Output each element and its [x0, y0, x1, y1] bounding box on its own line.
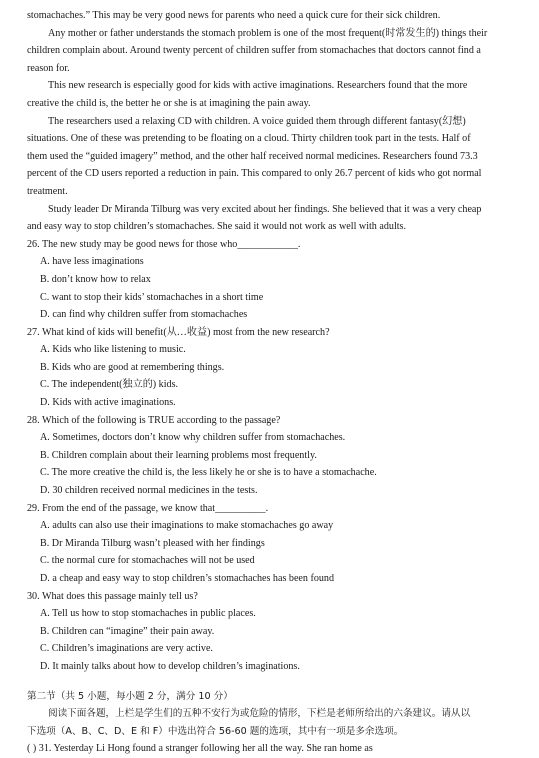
option-d[interactable]: D. Kids with active imaginations. [40, 397, 176, 409]
question-27 [27, 324, 521, 412]
option-b[interactable]: B. Dr Miranda Tilburg wasn’t pleased with her findings [40, 537, 265, 549]
question-31-stem: ( ) 31. Yesterday Li Hong found a stranger following her all the way. She ran home as [27, 743, 373, 755]
section-instructions: 下选项（A、B、C、D、E 和 F）中选出符合 56-60 题的选项，其中有一项是多余选项。 [27, 725, 404, 737]
passage-line: treatment. [27, 185, 68, 197]
passage-line: stomachaches.” This may be very good news for parents who need a quick cure for their sick children. [27, 10, 441, 21]
option-b[interactable]: B. don’t know how to relax [40, 273, 151, 285]
option-d[interactable]: D. It mainly talks about how to develop children’s imaginations. [40, 660, 300, 672]
passage-line: them used the “guided imagery” method, and the other half received normal medicines. Researchers found 73.3 [27, 150, 478, 162]
section-heading: 第二节（共 5 小题，每小题 2 分，满分 10 分） [27, 690, 233, 702]
option-a[interactable]: A. Sometimes, doctors don’t know why children suffer from stomachaches. [40, 432, 346, 444]
passage-line: Any mother or father understands the stomach problem is one of the most frequent(时常发生的) things their [48, 27, 488, 39]
question-29 [27, 500, 521, 588]
option-c[interactable]: C. the normal cure for stomachaches will not be used [40, 555, 255, 567]
passage-line: situations. One of these was pretending to be floating on a cloud. Thirty children took part in the tests. Half of [27, 133, 471, 145]
option-c[interactable]: C. The independent(独立的) kids. [40, 379, 179, 391]
option-a[interactable]: A. have less imaginations [40, 256, 144, 268]
option-c[interactable]: C. The more creative the child is, the less likely he or she is to have a stomachache. [40, 467, 377, 479]
question-stem: 29. From the end of the passage, we know that__________. [27, 502, 269, 514]
option-d[interactable]: D. can find why children suffer from stomachaches [40, 309, 248, 321]
option-c[interactable]: C. want to stop their kids’ stomachaches in a short time [40, 291, 264, 303]
passage-line: creative the child is, the better he or she is at imagining the pain away. [27, 97, 311, 109]
question-30 [27, 588, 521, 676]
option-b[interactable]: B. Children complain about their learning problems most frequently. [40, 449, 317, 461]
question-stem: 26. The new study may be good news for those who____________. [27, 238, 301, 250]
passage-line: children complain about. Around twenty percent of children suffer from stomachaches that doctors cannot find a [27, 45, 481, 57]
passage-line: This new research is especially good for kids with active imaginations. Researchers found that the more [48, 80, 468, 92]
option-d[interactable]: D. a cheap and easy way to stop children’s stomachaches has been found [40, 573, 335, 584]
option-c[interactable]: C. Children’s imaginations are very active. [40, 643, 213, 655]
reading-passage [27, 7, 521, 236]
question-stem: 28. Which of the following is TRUE according to the passage? [27, 414, 281, 426]
option-a[interactable]: A. Tell us how to stop stomachaches in public places. [40, 608, 256, 620]
option-d[interactable]: D. 30 children received normal medicines in the tests. [40, 485, 258, 497]
section-spacer [27, 676, 521, 688]
passage-line: percent of the CD users reported a reduction in pain. This compared to only 26.7 percent of kids who got normal [27, 168, 482, 180]
option-b[interactable]: B. Children can “imagine” their pain away. [40, 625, 215, 637]
passage-line: Study leader Dr Miranda Tilburg was very excited about her findings. She believed that it was a very cheap [48, 203, 482, 215]
option-b[interactable]: B. Kids who are good at remembering things. [40, 361, 225, 373]
question-stem: 27. What kind of kids will benefit(从…收益) most from the new research? [27, 326, 330, 338]
passage-line: reason for. [27, 62, 70, 74]
passage-line: The researchers used a relaxing CD with children. A voice guided them through different fantasy(幻想) [48, 115, 466, 127]
passage-line: and easy way to stop children’s stomachaches. She said it would not work as well with adults. [27, 221, 407, 233]
question-26 [27, 236, 521, 324]
section-instructions: 阅读下面各题，上栏是学生们的五种不安行为或危险的情形，下栏是老师所给出的六条建议。请从以 [48, 708, 471, 720]
question-stem: 30. What does this passage mainly tell us? [27, 590, 198, 602]
option-a[interactable]: A. Kids who like listening to music. [40, 344, 186, 356]
section-2 [27, 688, 521, 758]
option-a[interactable]: A. adults can also use their imaginations to make stomachaches go away [40, 520, 334, 532]
question-28 [27, 412, 521, 500]
